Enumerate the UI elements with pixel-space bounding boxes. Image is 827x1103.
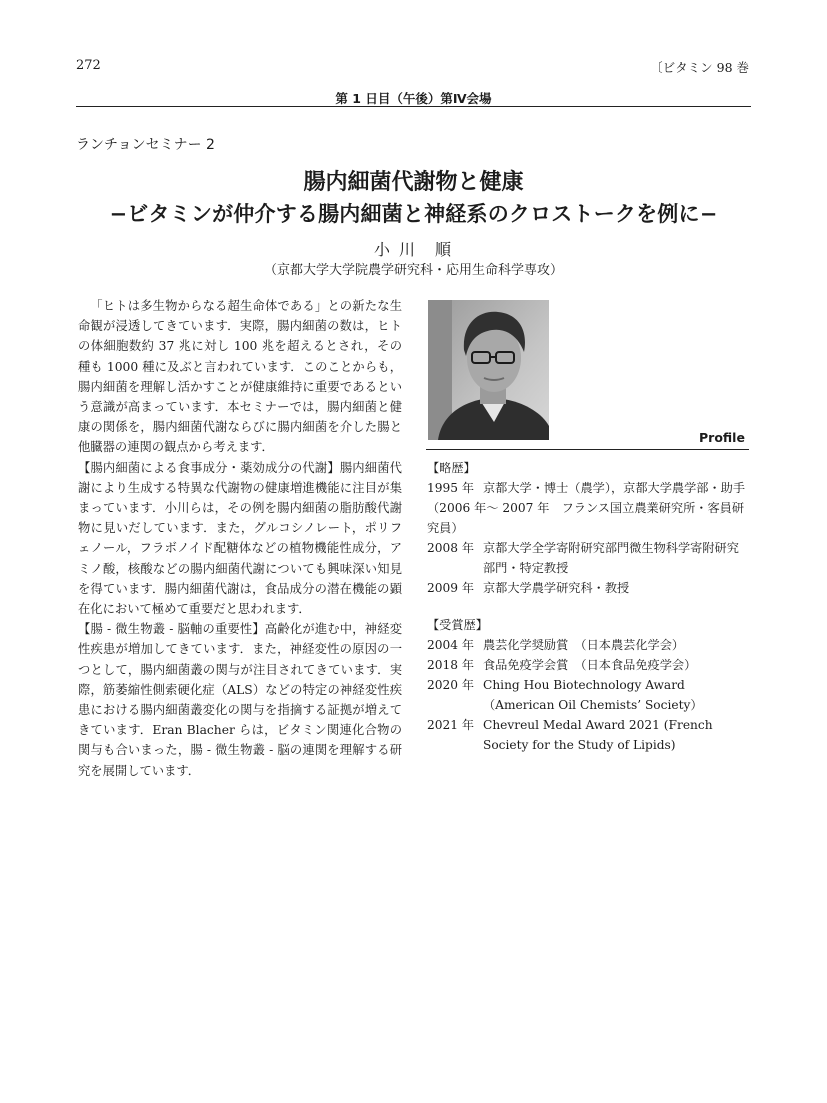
career-text: 京都大学全学寄附研究部門微生物科学寄附研究部門・特定教授 <box>483 541 739 575</box>
profile-rule <box>426 449 749 450</box>
award-entry <box>427 635 749 655</box>
paragraph-gut-brain <box>78 619 402 781</box>
abstract-body <box>78 296 402 781</box>
header-rule <box>76 106 751 107</box>
award-entry <box>427 655 749 675</box>
career-year: 1995 年 <box>427 481 475 495</box>
section-heading-metabolism: 【腸内細菌による食事成分・薬効成分の代謝】 <box>78 460 340 475</box>
award-entry <box>427 675 749 715</box>
award-text: Ching Hou Biotechnology Award（American Oil Chemists’ Society） <box>483 678 703 712</box>
award-year: 2020 年 <box>427 678 475 692</box>
journal-name: 〔ビタミン 98 巻 <box>650 60 749 75</box>
author-name: 小 川 順 <box>373 240 454 259</box>
paragraph-intro: 「ヒトは多生物からなる超生命体である」との新たな生命観が浸透してきています．実際，腸内細菌の数は，ヒトの体細胞数約 37 兆に対し 100 兆を超えるとされ，その種も 1000 種に及ぶと言われています．このことからも，腸内細菌を理解し活かすことが健康維持に重要であるという意識が高まっています．本セミナーでは，腸内細菌と健康の関係を，腸内細菌代謝ならびに腸内細菌を介した腸と他臓器の連関の観点から考えます． <box>78 299 402 455</box>
session-header: 第 1 日目（午後）第Ⅳ会場 <box>335 91 492 106</box>
section-heading-gut-brain: 【腸 - 微生物叢 - 脳軸の重要性】 <box>78 622 265 637</box>
career-entry <box>427 498 749 538</box>
award-entry <box>427 715 749 755</box>
section-text-gut-brain: 高齢化が進む中，神経変性疾患が増加してきています．また，神経変性の原因の一つとして，腸内細菌叢の関与が注目されてきています．実際，筋萎縮性側索硬化症（ALS）などの特定の神経変性疾患における腸内細菌叢変化の関与を指摘する証拠が増えてきています．Eran Blacher らは，ビタミン関連化合物の関与も合いまった，腸 - 微生物叢 - 脳の連関を理解する研究を展開しています． <box>78 622 402 778</box>
seminar-label: ランチョンセミナー 2 <box>76 137 215 153</box>
author-affiliation: （京都大学大学院農学研究科・応用生命科学専攻） <box>263 263 563 278</box>
career-entry <box>427 478 749 498</box>
career-text: 京都大学農学研究科・教授 <box>483 581 630 595</box>
author-photo <box>428 300 549 440</box>
award-text: 農芸化学奨励賞 （日本農芸化学会） <box>483 638 685 652</box>
award-year: 2018 年 <box>427 658 475 672</box>
award-text: 食品免疫学会賞 （日本食品免疫学会） <box>483 658 697 672</box>
career-year: 2008 年 <box>427 541 475 555</box>
profile-bio <box>427 458 749 755</box>
career-entry <box>427 578 749 598</box>
career-text: 京都大学・博士（農学），京都大学農学部・助手 <box>483 481 746 495</box>
career-text: （2006 年～ 2007 年 フランス国立農業研究所・客員研究員） <box>427 501 745 535</box>
award-year: 2004 年 <box>427 638 475 652</box>
section-text-metabolism: 腸内細菌代謝により生成する特異な代謝物の健康増進機能に注目が集まっています．小川らは，その例を腸内細菌の脂肪酸代謝物に見いだしています．また，グルコシノレート，ポリフェノール，フラボノイド配糖体などの植物機能性成分，アミノ酸，核酸などの腸内細菌代謝についても興味深い知見を得ています．腸内細菌代謝は，食品成分の潜在機能の顕在化において極めて重要だと思われます． <box>78 460 402 617</box>
career-year: 2009 年 <box>427 581 475 595</box>
career-entry <box>427 538 749 578</box>
award-text: Chevreul Medal Award 2021 (French Society for the Study of Lipids) <box>483 718 713 752</box>
award-year: 2021 年 <box>427 718 475 732</box>
title-main: 腸内細菌代謝物と健康 <box>303 169 524 195</box>
title-subtitle: −ビタミンが仲介する腸内細菌と神経系のクロストークを例に− <box>109 201 718 226</box>
page-number: 272 <box>76 58 101 73</box>
awards-heading: 【受賞歴】 <box>427 618 488 632</box>
profile-label: Profile <box>699 430 745 445</box>
paragraph-metabolism <box>78 458 402 620</box>
career-heading: 【略歴】 <box>427 461 476 475</box>
